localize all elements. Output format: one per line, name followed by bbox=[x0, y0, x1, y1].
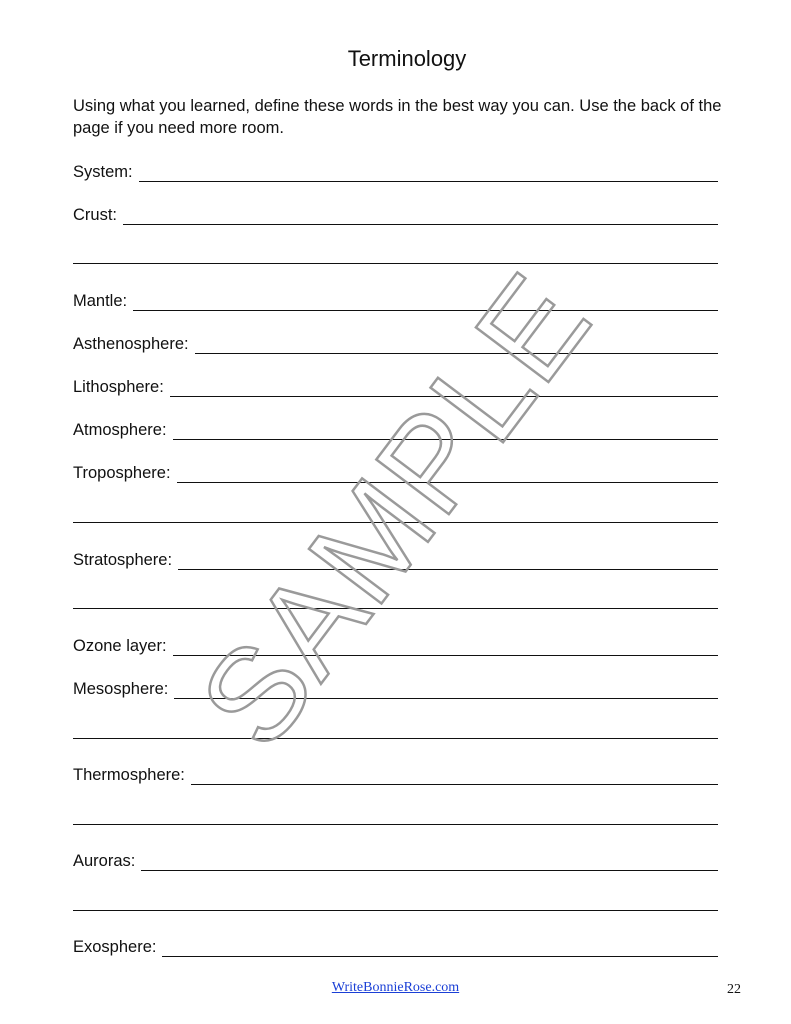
answer-line[interactable] bbox=[123, 206, 718, 225]
term-label: Mantle: bbox=[73, 292, 128, 310]
answer-line[interactable] bbox=[170, 378, 718, 397]
page-title: Terminology bbox=[347, 46, 467, 71]
term-label: Ozone layer: bbox=[73, 637, 167, 655]
extra-answer-line[interactable] bbox=[73, 608, 718, 609]
answer-line[interactable] bbox=[178, 551, 718, 570]
term-row-asthenosphere bbox=[73, 330, 718, 354]
term-row-mantle bbox=[73, 287, 718, 311]
term-row-auroras bbox=[73, 847, 718, 871]
term-label: Atmosphere: bbox=[73, 421, 167, 439]
answer-line[interactable] bbox=[141, 852, 718, 871]
term-row-exosphere bbox=[73, 933, 718, 957]
sample-watermark: SAMPLE bbox=[171, 247, 619, 773]
term-label: Auroras: bbox=[73, 852, 136, 870]
term-row-thermosphere bbox=[73, 761, 718, 785]
term-row-crust bbox=[73, 201, 718, 225]
term-label: Stratosphere: bbox=[73, 551, 173, 569]
term-row-troposphere bbox=[73, 459, 718, 483]
term-row-lithosphere bbox=[73, 373, 718, 397]
extra-answer-line[interactable] bbox=[73, 522, 718, 523]
term-label: System: bbox=[73, 163, 133, 181]
term-row-system bbox=[73, 158, 718, 182]
answer-line[interactable] bbox=[173, 421, 718, 440]
term-label: Thermosphere: bbox=[73, 766, 185, 784]
answer-line[interactable] bbox=[139, 163, 718, 182]
answer-line[interactable] bbox=[191, 766, 718, 785]
answer-line[interactable] bbox=[195, 335, 718, 354]
term-label: Asthenosphere: bbox=[73, 335, 189, 353]
answer-line[interactable] bbox=[174, 680, 718, 699]
instructions-text: Using what you learned, define these words in the best way you can. Use the back of the page if you need more room. bbox=[73, 97, 722, 137]
term-row-atmosphere bbox=[73, 416, 718, 440]
answer-line[interactable] bbox=[162, 938, 718, 957]
term-label: Exosphere: bbox=[73, 938, 157, 956]
answer-line[interactable] bbox=[133, 292, 718, 311]
page-number: 22 bbox=[727, 982, 741, 997]
term-row-ozone-layer bbox=[73, 632, 718, 656]
term-row-stratosphere bbox=[73, 546, 718, 570]
extra-answer-line[interactable] bbox=[73, 824, 718, 825]
term-row-mesosphere bbox=[73, 675, 718, 699]
extra-answer-line[interactable] bbox=[73, 910, 718, 911]
term-label: Mesosphere: bbox=[73, 680, 169, 698]
extra-answer-line[interactable] bbox=[73, 738, 718, 739]
answer-line[interactable] bbox=[173, 637, 718, 656]
extra-answer-line[interactable] bbox=[73, 263, 718, 264]
footer-website-link[interactable]: WriteBonnieRose.com bbox=[331, 980, 460, 995]
term-label: Crust: bbox=[73, 206, 118, 224]
term-label: Troposphere: bbox=[73, 464, 171, 482]
term-label: Lithosphere: bbox=[73, 378, 164, 396]
answer-line[interactable] bbox=[177, 464, 718, 483]
